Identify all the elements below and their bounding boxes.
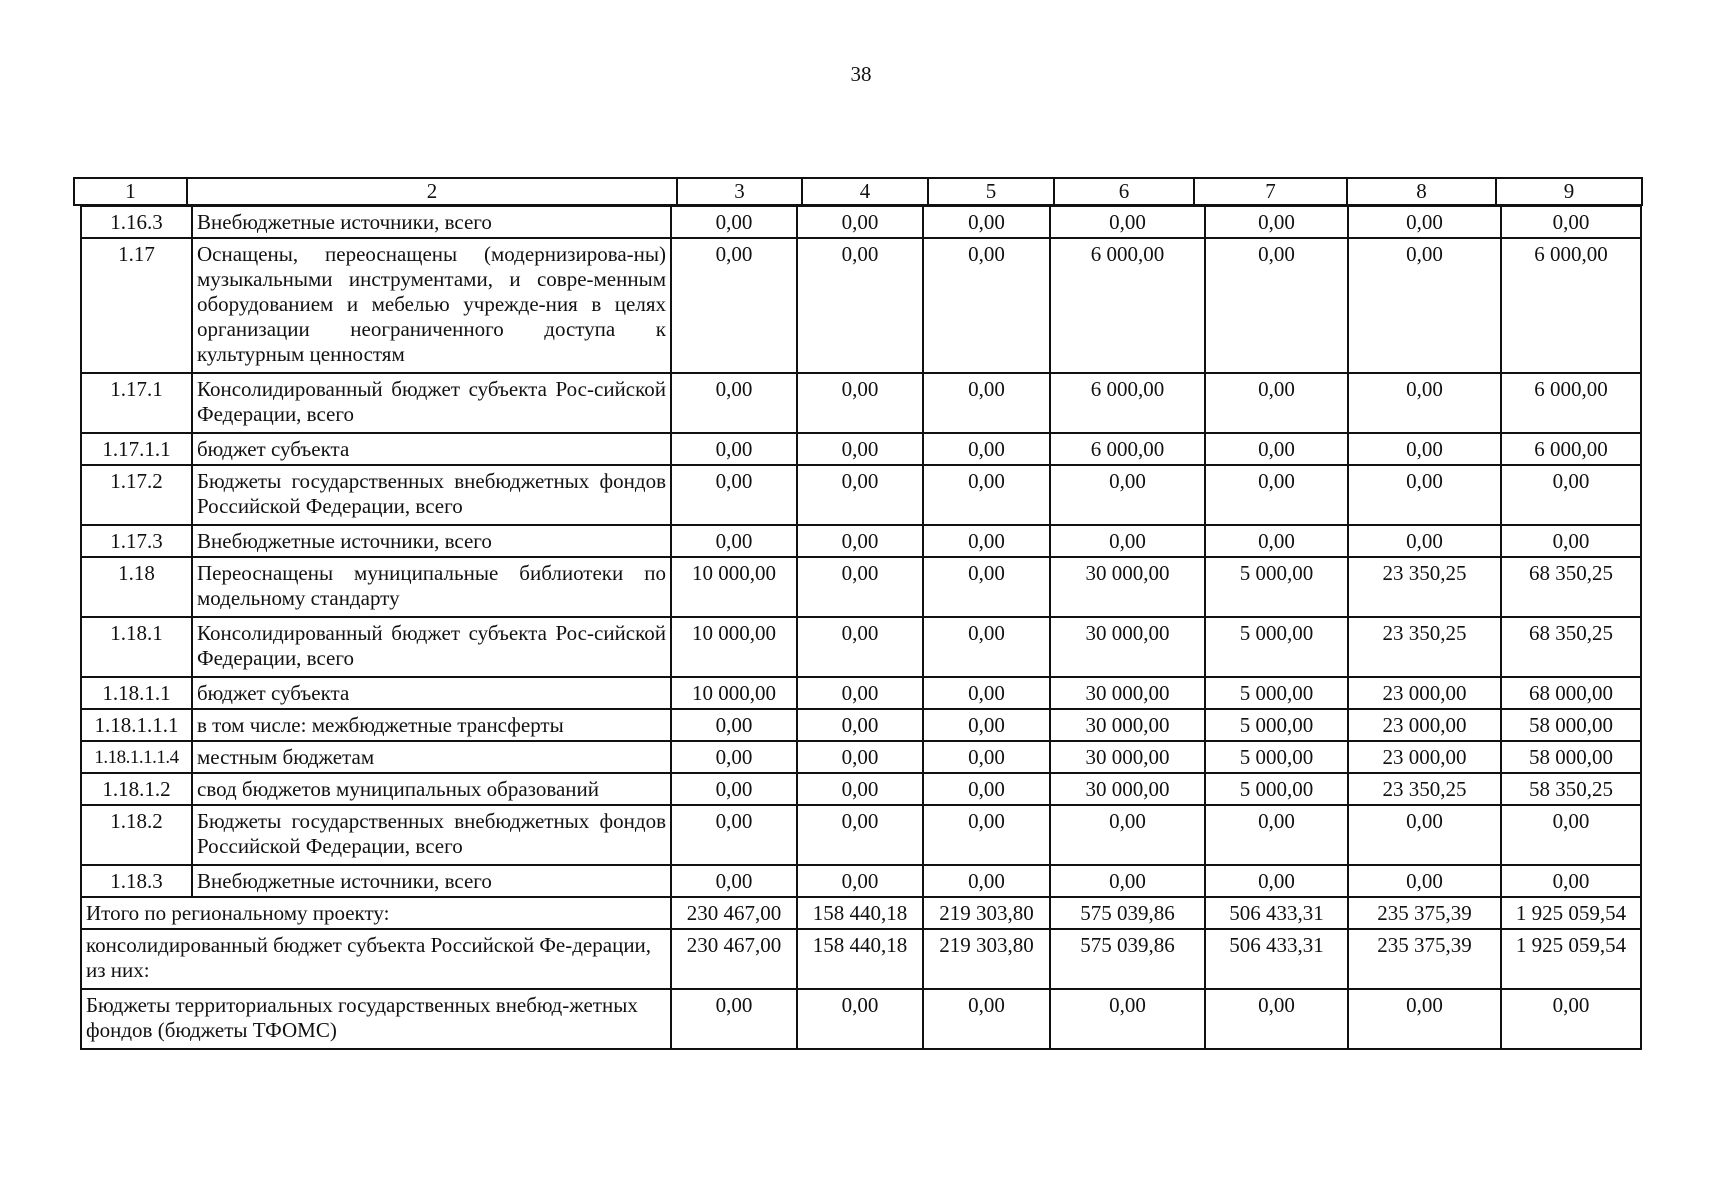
column-number-header <box>73 177 1643 206</box>
row-value: 0,00 <box>1501 805 1641 865</box>
row-value: 0,00 <box>797 709 923 741</box>
row-description: Внебюджетные источники, всего <box>192 525 671 557</box>
row-value: 0,00 <box>923 865 1050 897</box>
table-row <box>81 206 1641 238</box>
row-code: 1.17 <box>81 238 192 373</box>
row-value: 6 000,00 <box>1501 433 1641 465</box>
table-row <box>81 805 1641 865</box>
total-value: 0,00 <box>923 989 1050 1049</box>
row-code: 1.17.3 <box>81 525 192 557</box>
row-value: 5 000,00 <box>1205 709 1348 741</box>
row-description: свод бюджетов муниципальных образований <box>192 773 671 805</box>
row-value: 6 000,00 <box>1050 433 1205 465</box>
row-value: 0,00 <box>1205 373 1348 433</box>
table-row <box>81 465 1641 525</box>
row-description: Консолидированный бюджет субъекта Рос-сийской Федерации, всего <box>192 617 671 677</box>
total-value: 0,00 <box>1205 989 1348 1049</box>
row-value: 68 000,00 <box>1501 677 1641 709</box>
header-cell: 4 <box>802 178 928 205</box>
header-cell: 3 <box>677 178 802 205</box>
row-value: 10 000,00 <box>671 557 797 617</box>
row-value: 0,00 <box>1205 433 1348 465</box>
row-value: 0,00 <box>1050 805 1205 865</box>
row-value: 23 350,25 <box>1348 557 1501 617</box>
header-cell: 8 <box>1347 178 1496 205</box>
row-value: 0,00 <box>797 805 923 865</box>
row-value: 0,00 <box>797 773 923 805</box>
total-value: 230 467,00 <box>671 929 797 989</box>
row-value: 0,00 <box>923 238 1050 373</box>
row-description: Переоснащены муниципальные библиотеки по модельному стандарту <box>192 557 671 617</box>
total-value: 235 375,39 <box>1348 897 1501 929</box>
row-value: 23 000,00 <box>1348 709 1501 741</box>
row-value: 0,00 <box>923 677 1050 709</box>
total-label: консолидированный бюджет субъекта Российской Фе-дерации, из них: <box>81 929 671 989</box>
row-value: 30 000,00 <box>1050 741 1205 773</box>
row-code: 1.17.1 <box>81 373 192 433</box>
row-value: 23 350,25 <box>1348 617 1501 677</box>
row-value: 0,00 <box>1348 238 1501 373</box>
row-value: 0,00 <box>1501 206 1641 238</box>
row-value: 0,00 <box>923 525 1050 557</box>
row-value: 23 000,00 <box>1348 741 1501 773</box>
row-value: 0,00 <box>1050 206 1205 238</box>
total-value: 0,00 <box>671 989 797 1049</box>
row-value: 0,00 <box>671 465 797 525</box>
row-value: 0,00 <box>671 773 797 805</box>
row-value: 30 000,00 <box>1050 709 1205 741</box>
row-value: 0,00 <box>923 465 1050 525</box>
row-value: 6 000,00 <box>1501 238 1641 373</box>
row-value: 10 000,00 <box>671 677 797 709</box>
row-value: 10 000,00 <box>671 617 797 677</box>
row-value: 0,00 <box>923 557 1050 617</box>
row-value: 0,00 <box>1205 465 1348 525</box>
table-row <box>81 557 1641 617</box>
row-code: 1.17.2 <box>81 465 192 525</box>
total-row <box>81 989 1641 1049</box>
row-code: 1.18 <box>81 557 192 617</box>
row-value: 0,00 <box>671 373 797 433</box>
row-value: 0,00 <box>797 238 923 373</box>
row-value: 0,00 <box>923 373 1050 433</box>
row-value: 0,00 <box>797 465 923 525</box>
row-value: 6 000,00 <box>1050 238 1205 373</box>
row-value: 0,00 <box>1348 206 1501 238</box>
row-code: 1.18.2 <box>81 805 192 865</box>
row-value: 68 350,25 <box>1501 557 1641 617</box>
row-description: Бюджеты государственных внебюджетных фондов Российской Федерации, всего <box>192 465 671 525</box>
row-value: 0,00 <box>671 865 797 897</box>
row-code: 1.18.1.1.1 <box>81 709 192 741</box>
total-value: 158 440,18 <box>797 897 923 929</box>
row-value: 0,00 <box>1050 465 1205 525</box>
row-description: местным бюджетам <box>192 741 671 773</box>
row-code: 1.18.1 <box>81 617 192 677</box>
row-value: 23 350,25 <box>1348 773 1501 805</box>
row-value: 58 000,00 <box>1501 741 1641 773</box>
total-value: 1 925 059,54 <box>1501 897 1641 929</box>
row-code: 1.17.1.1 <box>81 433 192 465</box>
row-value: 0,00 <box>797 433 923 465</box>
table-row <box>81 238 1641 373</box>
total-value: 0,00 <box>1501 989 1641 1049</box>
row-description: Бюджеты государственных внебюджетных фондов Российской Федерации, всего <box>192 805 671 865</box>
table-row <box>81 433 1641 465</box>
row-value: 58 350,25 <box>1501 773 1641 805</box>
table-row <box>81 525 1641 557</box>
row-value: 0,00 <box>1050 525 1205 557</box>
total-value: 158 440,18 <box>797 929 923 989</box>
total-value: 230 467,00 <box>671 897 797 929</box>
total-value: 575 039,86 <box>1050 929 1205 989</box>
row-value: 0,00 <box>923 773 1050 805</box>
total-label: Бюджеты территориальных государственных внебюд-жетных фондов (бюджеты ТФОМС) <box>81 989 671 1049</box>
header-cell: 7 <box>1194 178 1347 205</box>
row-value: 30 000,00 <box>1050 617 1205 677</box>
row-value: 0,00 <box>1501 465 1641 525</box>
row-value: 0,00 <box>797 206 923 238</box>
row-value: 0,00 <box>797 865 923 897</box>
row-value: 0,00 <box>797 557 923 617</box>
table-row <box>81 741 1641 773</box>
total-value: 219 303,80 <box>923 897 1050 929</box>
total-value: 0,00 <box>1050 989 1205 1049</box>
row-value: 0,00 <box>923 617 1050 677</box>
row-value: 5 000,00 <box>1205 741 1348 773</box>
header-cell: 5 <box>928 178 1054 205</box>
row-code: 1.16.3 <box>81 206 192 238</box>
row-description: бюджет субъекта <box>192 433 671 465</box>
table-row <box>81 709 1641 741</box>
row-value: 0,00 <box>1050 865 1205 897</box>
row-value: 0,00 <box>1205 238 1348 373</box>
row-description: Внебюджетные источники, всего <box>192 865 671 897</box>
table-row <box>81 617 1641 677</box>
row-value: 0,00 <box>797 677 923 709</box>
row-value: 0,00 <box>671 805 797 865</box>
row-value: 0,00 <box>671 741 797 773</box>
row-value: 5 000,00 <box>1205 617 1348 677</box>
total-value: 1 925 059,54 <box>1501 929 1641 989</box>
row-value: 0,00 <box>1205 206 1348 238</box>
total-label: Итого по региональному проекту: <box>81 897 671 929</box>
row-description: бюджет субъекта <box>192 677 671 709</box>
row-value: 0,00 <box>671 525 797 557</box>
row-value: 0,00 <box>671 709 797 741</box>
row-value: 30 000,00 <box>1050 557 1205 617</box>
row-value: 30 000,00 <box>1050 677 1205 709</box>
row-description: Оснащены, переоснащены (модернизирова-ны) музыкальными инструментами, и совре-менным оборудованием и мебелью учрежде-ния в целях организации неограниченного доступа к культурным ценностям <box>192 238 671 373</box>
row-value: 0,00 <box>1348 373 1501 433</box>
total-value: 219 303,80 <box>923 929 1050 989</box>
row-value: 0,00 <box>1205 525 1348 557</box>
row-value: 0,00 <box>797 373 923 433</box>
header-cell: 9 <box>1496 178 1642 205</box>
header-cell: 1 <box>74 178 187 205</box>
row-value: 0,00 <box>923 805 1050 865</box>
row-description: Внебюджетные источники, всего <box>192 206 671 238</box>
page-number: 38 <box>850 62 872 86</box>
total-value: 575 039,86 <box>1050 897 1205 929</box>
row-value: 30 000,00 <box>1050 773 1205 805</box>
row-value: 0,00 <box>923 206 1050 238</box>
row-value: 68 350,25 <box>1501 617 1641 677</box>
header-cell: 2 <box>187 178 677 205</box>
row-value: 0,00 <box>1205 805 1348 865</box>
row-description: Консолидированный бюджет субъекта Рос-сийской Федерации, всего <box>192 373 671 433</box>
row-description: в том числе: межбюджетные трансферты <box>192 709 671 741</box>
row-value: 0,00 <box>1348 525 1501 557</box>
row-value: 0,00 <box>1205 865 1348 897</box>
total-value: 506 433,31 <box>1205 897 1348 929</box>
row-value: 0,00 <box>1348 433 1501 465</box>
row-value: 0,00 <box>1348 865 1501 897</box>
row-value: 0,00 <box>1348 805 1501 865</box>
row-value: 0,00 <box>671 238 797 373</box>
header-cell: 6 <box>1054 178 1194 205</box>
row-value: 5 000,00 <box>1205 677 1348 709</box>
row-value: 0,00 <box>671 433 797 465</box>
budget-table <box>80 205 1642 1050</box>
total-value: 0,00 <box>797 989 923 1049</box>
row-value: 23 000,00 <box>1348 677 1501 709</box>
row-value: 0,00 <box>923 433 1050 465</box>
row-value: 0,00 <box>923 741 1050 773</box>
total-row <box>81 897 1641 929</box>
row-value: 0,00 <box>1501 525 1641 557</box>
row-value: 0,00 <box>797 525 923 557</box>
row-code: 1.18.1.1.1.4 <box>81 741 192 773</box>
total-value: 0,00 <box>1348 989 1501 1049</box>
row-value: 0,00 <box>1348 465 1501 525</box>
row-value: 6 000,00 <box>1050 373 1205 433</box>
row-code: 1.18.1.2 <box>81 773 192 805</box>
total-value: 506 433,31 <box>1205 929 1348 989</box>
table-row <box>81 373 1641 433</box>
row-value: 58 000,00 <box>1501 709 1641 741</box>
row-value: 0,00 <box>671 206 797 238</box>
row-value: 5 000,00 <box>1205 557 1348 617</box>
table-row <box>81 773 1641 805</box>
row-code: 1.18.3 <box>81 865 192 897</box>
row-value: 0,00 <box>797 741 923 773</box>
row-value: 0,00 <box>797 617 923 677</box>
row-code: 1.18.1.1 <box>81 677 192 709</box>
table-row <box>81 677 1641 709</box>
row-value: 0,00 <box>923 709 1050 741</box>
total-value: 235 375,39 <box>1348 929 1501 989</box>
table-row <box>81 865 1641 897</box>
row-value: 0,00 <box>1501 865 1641 897</box>
row-value: 5 000,00 <box>1205 773 1348 805</box>
total-row <box>81 929 1641 989</box>
row-value: 6 000,00 <box>1501 373 1641 433</box>
